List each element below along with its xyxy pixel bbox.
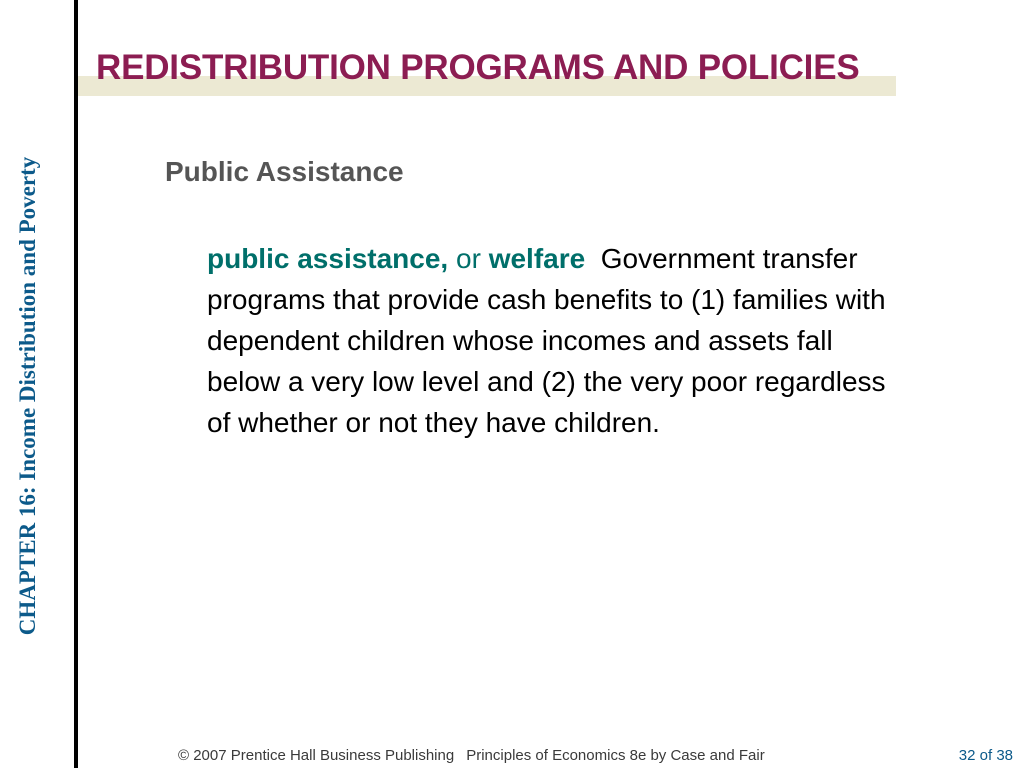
definition-paragraph <box>207 238 897 443</box>
page-current: 32 <box>958 747 976 764</box>
sidebar <box>0 0 58 768</box>
term-connector: or <box>456 243 481 274</box>
definition-body: Government transfer programs that provide cash benefits to (1) families with dependent children whose incomes and assets fall below a very low level and (2) the very poor regardless of whether or not they have children. <box>207 243 886 438</box>
page-number <box>959 747 1013 764</box>
chapter-label: CHAPTER 16: Income Distribution and Poverty <box>15 156 40 636</box>
copyright-text: © 2007 Prentice Hall Business Publishing <box>178 747 455 764</box>
sidebar-divider <box>74 0 78 768</box>
page-of: of <box>979 747 993 764</box>
page-total: 38 <box>996 747 1013 764</box>
term-welfare: welfare <box>488 243 586 274</box>
term-public-assistance: public assistance, <box>207 243 449 274</box>
section-heading: Public Assistance <box>165 156 404 187</box>
slide-title: REDISTRIBUTION PROGRAMS AND POLICIES <box>96 48 860 87</box>
book-title: Principles of Economics 8e by Case and Fair <box>466 747 765 764</box>
footer-credit <box>178 747 765 764</box>
